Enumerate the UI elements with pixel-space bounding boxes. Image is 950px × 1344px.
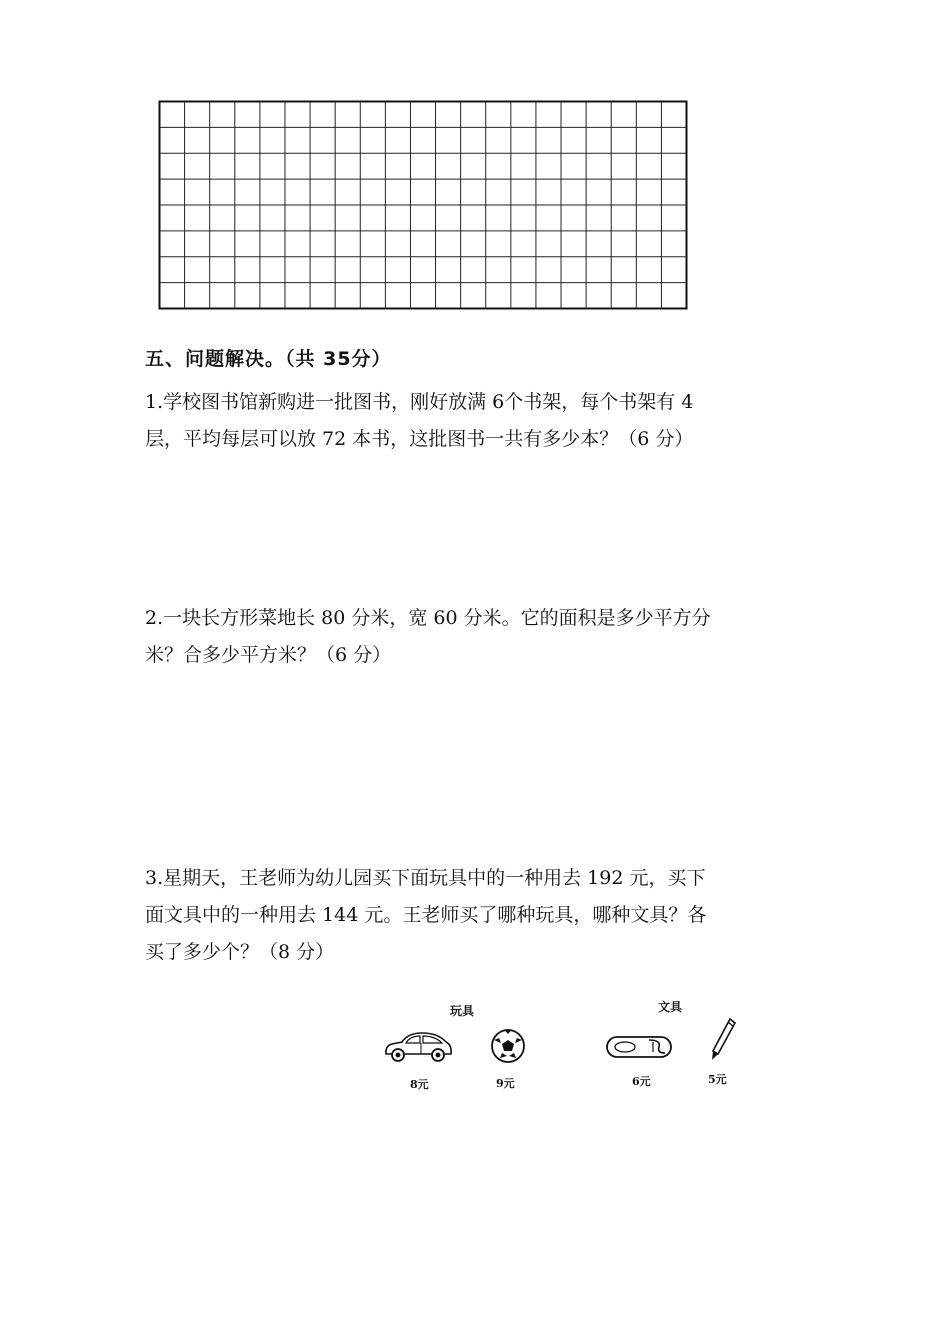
shop-figure [360,990,780,1100]
question-line: 买了多少个？（8 分） [145,941,335,963]
question-2 [145,600,805,674]
question-1 [145,384,805,458]
pencil-case-icon [605,1034,673,1060]
question-3 [145,860,805,971]
pen-icon [708,1016,738,1062]
car-price: 8元 [410,1078,429,1091]
football-icon [490,1028,526,1064]
stationery-label: 文具 [658,1000,683,1014]
section-title: 五、问题解决。（共 35分） [145,348,392,370]
question-line: 3.星期天，王老师为幼儿园买下面玩具中的一种用去 192 元，买下 [145,867,706,889]
pencil-case-price: 6元 [632,1075,651,1088]
car-icon [382,1028,454,1064]
question-line: 米？合多少平方米？（6 分） [145,644,392,666]
football-price: 9元 [496,1077,515,1090]
question-line: 层，平均每层可以放 72 本书，这批图书一共有多少本？（6 分） [145,428,694,450]
question-line: 面文具中的一种用去 144 元。王老师买了哪种玩具，哪种文具？各 [145,904,707,926]
answer-grid [158,100,688,310]
question-line: 1.学校图书馆新购进一批图书，刚好放满 6个书架，每个书架有 4 [145,391,694,413]
toys-label: 玩具 [450,1004,475,1018]
pen-price: 5元 [708,1073,727,1086]
question-line: 2.一块长方形菜地长 80 分米，宽 60 分米。它的面积是多少平方分 [145,607,711,629]
